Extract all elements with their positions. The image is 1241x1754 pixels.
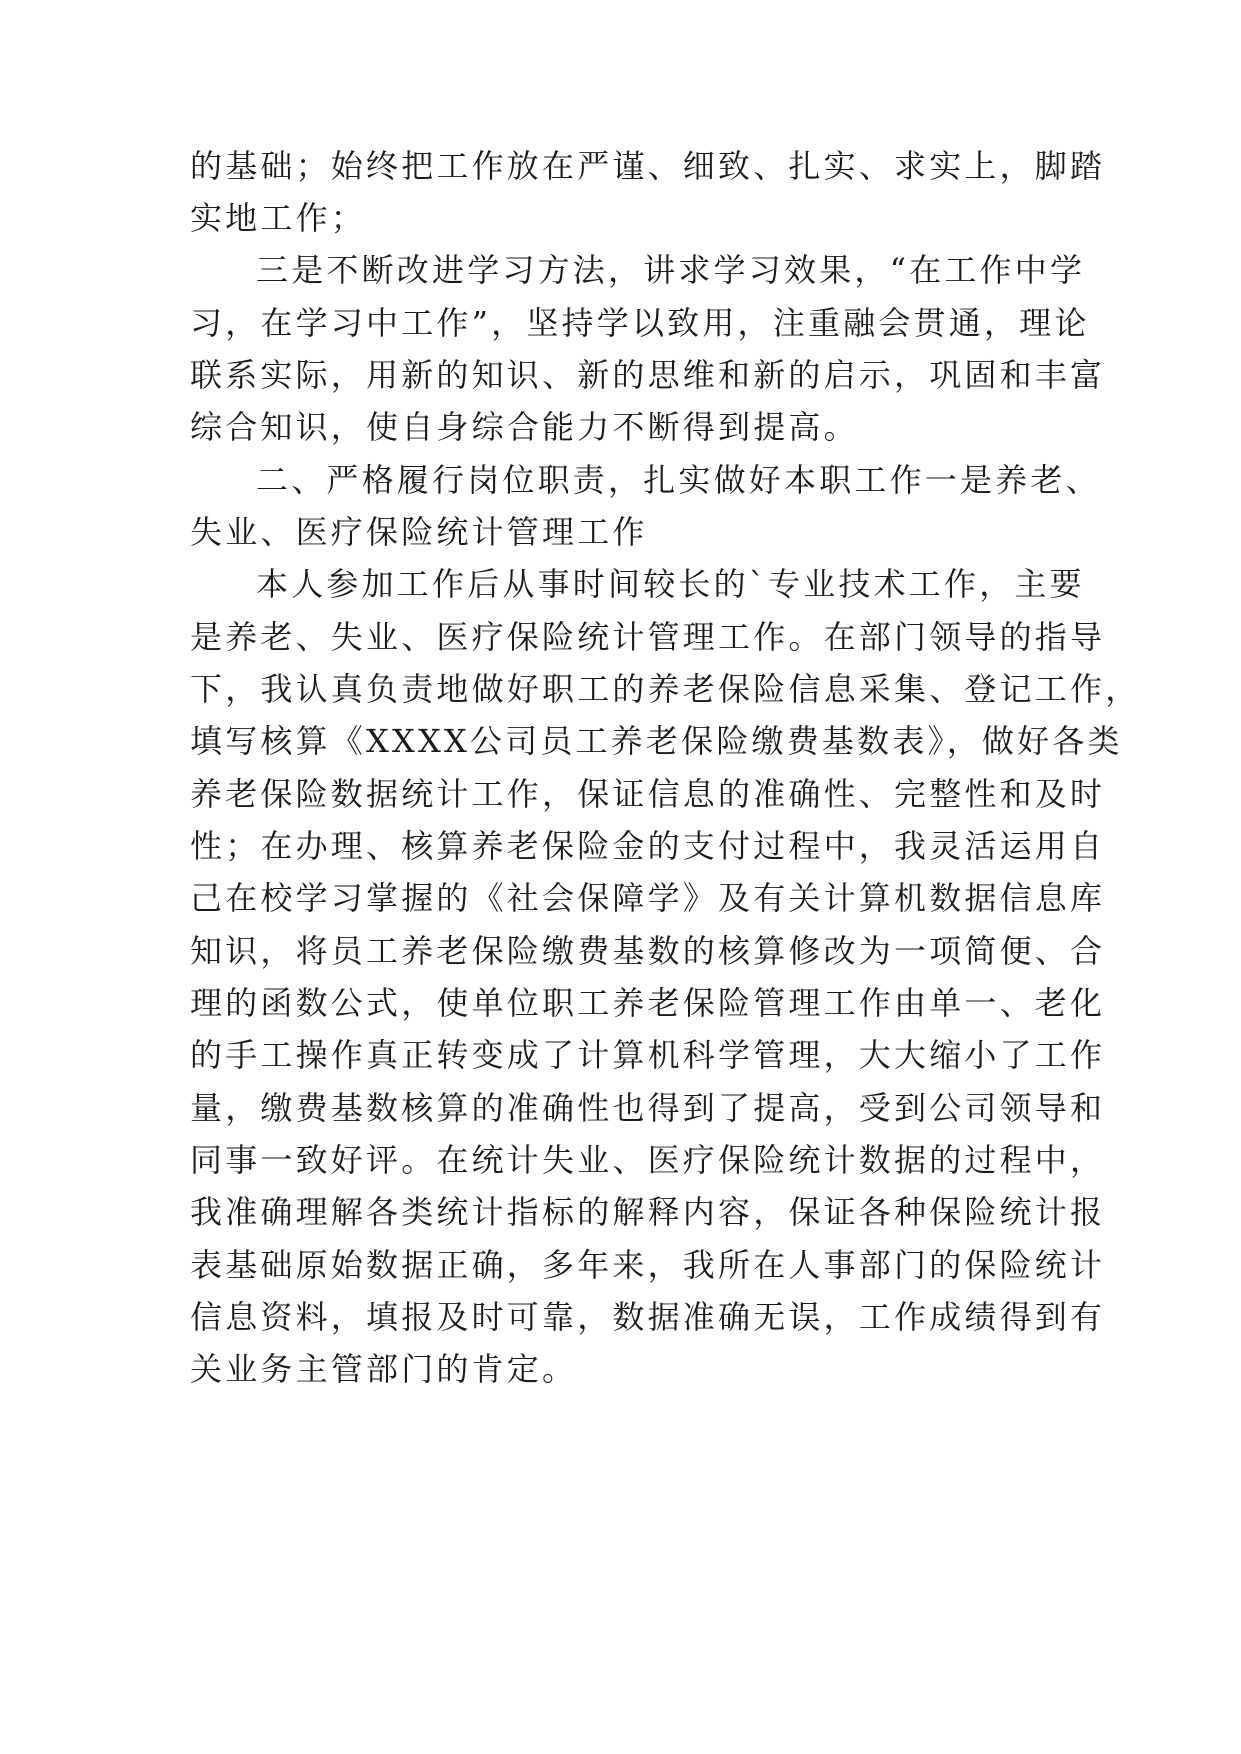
text-line-2: 实地工作；	[190, 199, 367, 237]
section-heading-line-1: 二、严格履行岗位职责，扎实做好本职工作一是养老、	[256, 461, 1101, 499]
text-line-24: 关业务主管部门的肯定。	[190, 1350, 578, 1388]
text-line-19: 量，缴费基数核算的准确性也得到了提高，受到公司领导和	[190, 1089, 1106, 1127]
text-line-3: 三是不断改进学习方法，讲求学习效果，“在工作中学	[256, 251, 1086, 289]
text-line-22: 表基础原始数据正确，多年来，我所在人事部门的保险统计	[190, 1246, 1106, 1284]
section-heading-line-2: 失业、医疗保险统计管理工作	[190, 513, 648, 551]
text-line-1: 的基础；始终把工作放在严谨、细致、扎实、求实上，脚踏	[190, 147, 1106, 185]
text-line-9: 本人参加工作后从事时间较长的`专业技术工作，主要	[256, 565, 1085, 603]
text-line-14: 性；在办理、核算养老保险金的支付过程中，我灵活运用自	[190, 827, 1106, 865]
text-line-21: 我准确理解各类统计指标的解释内容，保证各种保险统计报	[190, 1193, 1106, 1231]
text-line-12: 填写核算《XXXX公司员工养老保险缴费基数表》，做好各类	[190, 722, 1123, 760]
text-line-10: 是养老、失业、医疗保险统计管理工作。在部门领导的指导	[190, 618, 1106, 656]
text-line-20: 同事一致好评。在统计失业、医疗保险统计数据的过程中，	[190, 1141, 1106, 1179]
text-line-6: 综合知识，使自身综合能力不断得到提高。	[190, 408, 859, 446]
text-line-16: 知识，将员工养老保险缴费基数的核算修改为一项简便、合	[190, 932, 1106, 970]
text-line-4: 习，在学习中工作”，坚持学以致用，注重融会贯通，理论	[190, 304, 1090, 342]
text-line-18: 的手工操作真正转变成了计算机科学管理，大大缩小了工作	[190, 1036, 1106, 1074]
text-line-23: 信息资料，填报及时可靠，数据准确无误，工作成绩得到有	[190, 1298, 1106, 1336]
text-line-17: 理的函数公式，使单位职工养老保险管理工作由单一、老化	[190, 984, 1106, 1022]
text-line-15: 己在校学习掌握的《社会保障学》及有关计算机数据信息库	[190, 879, 1106, 917]
text-line-5: 联系实际，用新的知识、新的思维和新的启示，巩固和丰富	[190, 356, 1106, 394]
text-line-11: 下，我认真负责地做好职工的养老保险信息采集、登记工作，	[190, 670, 1141, 708]
text-line-13: 养老保险数据统计工作，保证信息的准确性、完整性和及时	[190, 775, 1106, 813]
